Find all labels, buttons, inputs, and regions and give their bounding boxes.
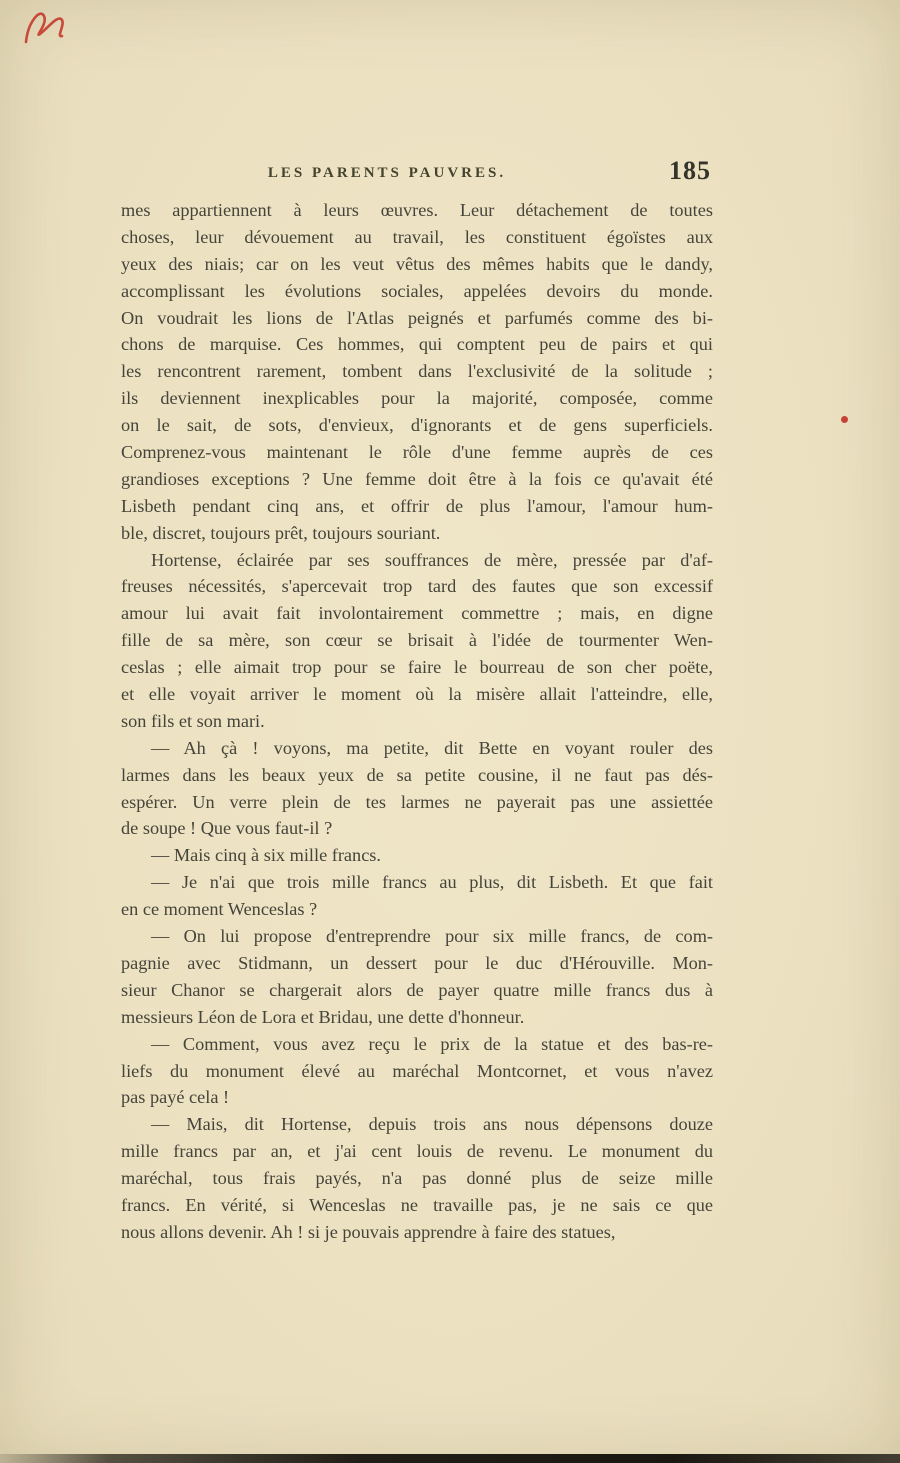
text-line: et elle voyait arriver le moment où la misère allait l'atteindre, elle, [121, 684, 713, 705]
text-line: — Ah çà ! voyons, ma petite, dit Bette en voyant rouler des [151, 737, 713, 758]
text-line: — Je n'ai que trois mille francs au plus, dit Lisbeth. Et que fait [151, 872, 713, 893]
text-line: — Mais cinq à six mille francs. [151, 845, 381, 866]
text-line: francs. En vérité, si Wenceslas ne travaille pas, je ne sais ce que [121, 1194, 713, 1215]
text-line: espérer. Un verre plein de tes larmes ne payerait pas une assiettée [121, 791, 713, 812]
text-line: pas payé cela ! [121, 1087, 230, 1108]
text-line: — Mais, dit Hortense, depuis trois ans nous dépensons douze [151, 1114, 713, 1135]
text-line: les rencontrent rarement, tombent dans l'exclusivité de la solitude ; [121, 361, 713, 382]
red-pen-mark [18, 4, 78, 56]
bottom-scan-edge [0, 1454, 900, 1463]
text-line: yeux des niais; car on les veut vêtus des mêmes habits que le dandy, [121, 253, 713, 274]
text-line: nous allons devenir. Ah ! si je pouvais apprendre à faire des statues, [121, 1221, 616, 1242]
text-line: ble, discret, toujours prêt, toujours souriant. [121, 522, 441, 543]
text-line: larmes dans les beaux yeux de sa petite cousine, il ne faut pas dés- [121, 764, 713, 785]
page-header [121, 156, 713, 190]
text-line: pagnie avec Stidmann, un dessert pour le duc d'Hérouville. Mon- [121, 952, 713, 973]
text-line: accomplissant les évolutions sociales, appelées devoirs du monde. [121, 280, 713, 301]
text-line: Comprenez-vous maintenant le rôle d'une femme auprès de ces [121, 442, 713, 463]
text-line: liefs du monument élevé au maréchal Montcornet, et vous n'avez [121, 1060, 713, 1081]
text-line: choses, leur dévouement au travail, les constituent égoïstes aux [121, 226, 713, 247]
text-line: Lisbeth pendant cinq ans, et offrir de plus l'amour, l'amour hum- [121, 495, 713, 516]
text-line: — Comment, vous avez reçu le prix de la statue et des bas-re- [151, 1033, 713, 1054]
text-line: amour lui avait fait involontairement commettre ; mais, en digne [121, 603, 713, 624]
text-block [121, 197, 713, 1246]
text-line: chons de marquise. Ces hommes, qui comptent peu de pairs et qui [121, 334, 713, 355]
text-line: Hortense, éclairée par ses souffrances de mère, pressée par d'af- [151, 549, 713, 570]
text-line: grandioses exceptions ? Une femme doit être à la fois ce qu'avait été [121, 468, 713, 489]
text-line: ceslas ; elle aimait trop pour se faire le bourreau de son cher poëte, [121, 657, 713, 678]
text-line: mes appartiennent à leurs œuvres. Leur détachement de toutes [121, 200, 713, 220]
text-line: fille de sa mère, son cœur se brisait à l'idée de tourmenter Wen- [121, 630, 713, 651]
text-line: freuses nécessités, s'apercevait trop tard des fautes que son excessif [121, 576, 713, 597]
text-line: messieurs Léon de Lora et Bridau, une dette d'honneur. [121, 1006, 525, 1027]
text-line: mille francs par an, et j'ai cent louis de revenu. Le monument du [121, 1141, 713, 1162]
page-number: 185 [669, 156, 711, 185]
text-line: — On lui propose d'entreprendre pour six mille francs, de com- [151, 926, 713, 947]
text-line: maréchal, tous frais payés, n'a pas donné plus de seize mille [121, 1168, 713, 1189]
text-line: on le sait, de sots, d'envieux, d'ignorants et de gens superficiels. [121, 415, 713, 436]
text-line: ils deviennent inexplicables pour la majorité, composée, comme [121, 388, 713, 409]
text-line: de soupe ! Que vous faut-il ? [121, 818, 333, 839]
red-ink-dot [841, 416, 848, 423]
text-line: son fils et son mari. [121, 710, 265, 731]
running-title: LES PARENTS PAUVRES. [267, 165, 507, 181]
text-line: On voudrait les lions de l'Atlas peignés et parfumés comme des bi- [121, 307, 713, 328]
text-line: en ce moment Wenceslas ? [121, 899, 318, 920]
text-line: sieur Chanor se chargerait alors de payer quatre mille francs dus à [121, 979, 713, 1000]
